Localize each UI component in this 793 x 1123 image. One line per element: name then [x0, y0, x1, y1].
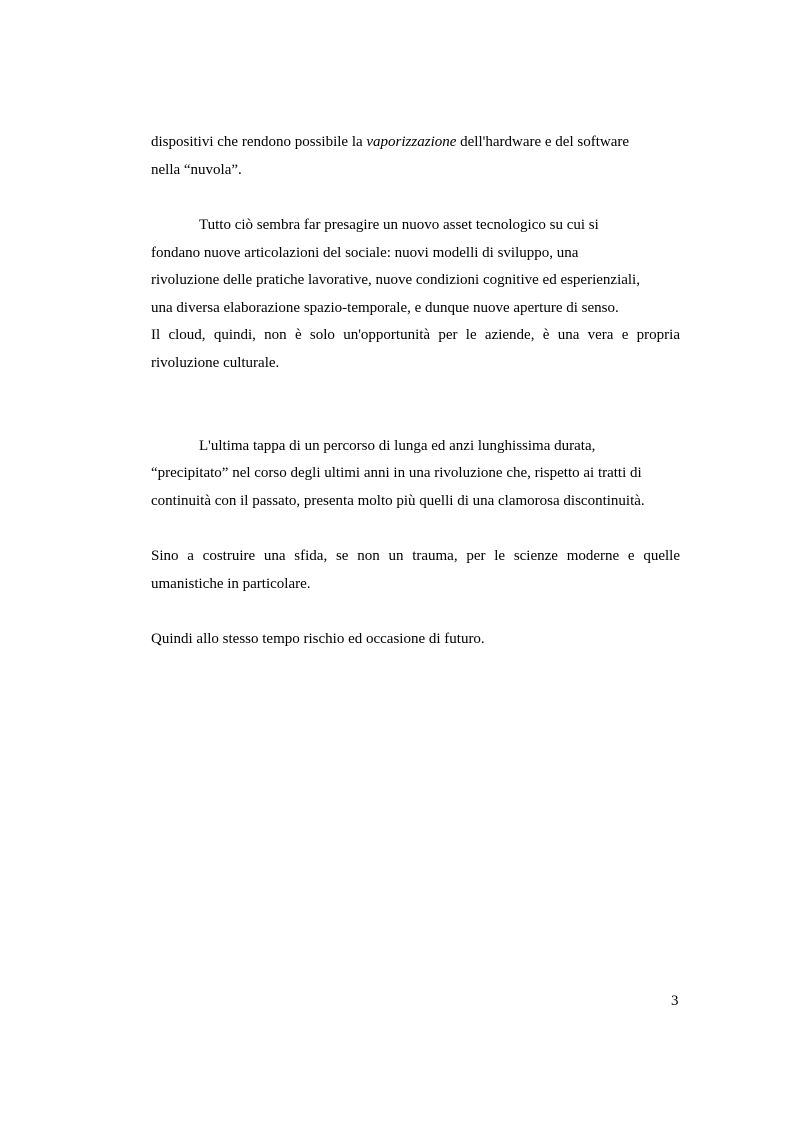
text-span: dispositivi che rendono possibile la [151, 134, 367, 150]
page-number: 3 [671, 993, 679, 1009]
paragraph-3-line-3: continuità con il passato, presenta molto più quelli di una clamorosa discontinuità. [151, 493, 645, 509]
paragraph-2-line-4: una diversa elaborazione spazio-temporale, e dunque nuove aperture di senso. [151, 300, 619, 316]
paragraph-4-line-1: Sino a costruire una sfida, se non un trauma, per le scienze moderne e quelle [151, 548, 680, 564]
paragraph-2-line-2: fondano nuove articolazioni del sociale: nuovi modelli di sviluppo, una [151, 245, 579, 261]
paragraph-1-line-1 [151, 133, 629, 151]
paragraph-2-line-5: Il cloud, quindi, non è solo un'opportunità per le aziende, è una vera e propria [151, 327, 680, 343]
paragraph-1-line-2: nella “nuvola”. [151, 162, 242, 178]
paragraph-5-line-1: Quindi allo stesso tempo rischio ed occasione di futuro. [151, 631, 485, 647]
paragraph-2-line-3: rivoluzione delle pratiche lavorative, nuove condizioni cognitive ed esperienziali, [151, 272, 640, 288]
paragraph-3-line-1: L'ultima tappa di un percorso di lunga ed anzi lunghissima durata, [199, 438, 596, 454]
paragraph-4-line-2: umanistiche in particolare. [151, 576, 311, 592]
text-span: dell'hardware e del software [456, 134, 630, 150]
emphasized-text: vaporizzazione [366, 134, 457, 150]
paragraph-2-line-1: Tutto ciò sembra far presagire un nuovo asset tecnologico su cui si [199, 217, 599, 233]
paragraph-3-line-2: “precipitato” nel corso degli ultimi anni in una rivoluzione che, rispetto ai tratti di [151, 465, 642, 481]
paragraph-2-line-6: rivoluzione culturale. [151, 355, 280, 371]
